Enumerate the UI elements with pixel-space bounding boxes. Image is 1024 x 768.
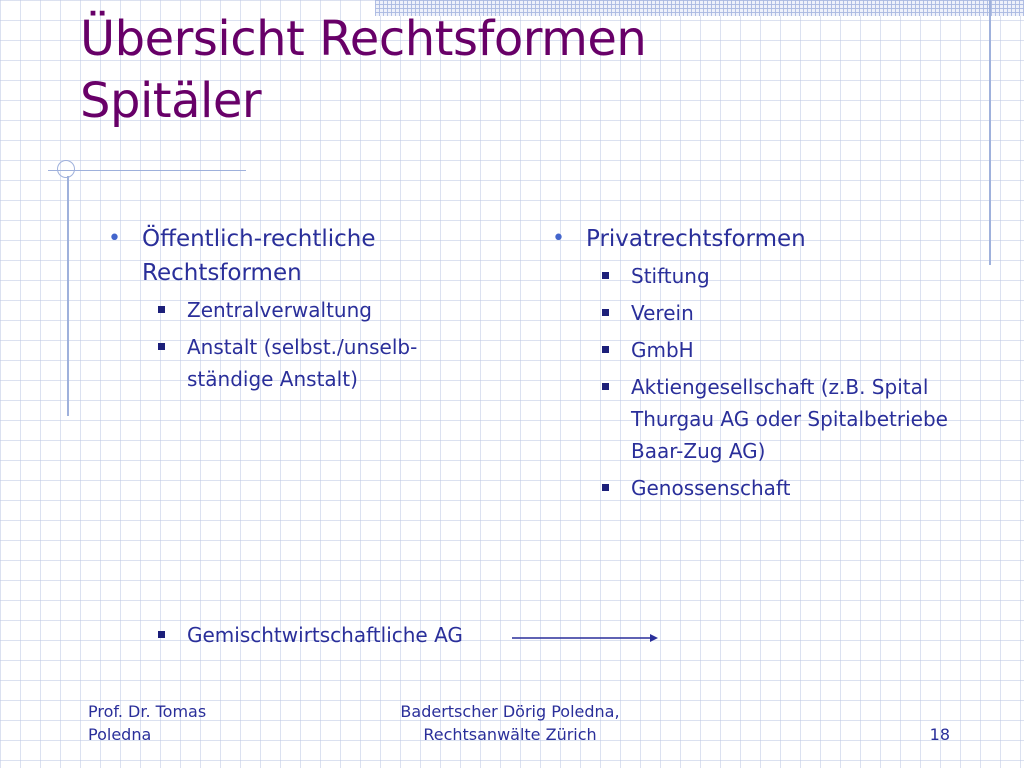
public-law-forms-item — [108, 222, 488, 395]
mixed-economy-ag-label: Gemischtwirtschaftliche AG — [187, 623, 463, 647]
list-item-label: Anstalt (selbst./unselb-ständige Anstalt) — [187, 335, 418, 391]
list-item-label: Zentralverwaltung — [187, 298, 372, 322]
square-bullet-icon — [158, 343, 165, 350]
right-column — [552, 222, 982, 509]
round-bullet-icon: • — [108, 226, 121, 251]
square-bullet-icon — [602, 309, 609, 316]
slide-title-line1: Übersicht Rechtsformen — [80, 11, 647, 67]
square-bullet-icon — [158, 631, 165, 638]
list-item-label: Verein — [631, 301, 694, 325]
left-decorative-line — [67, 176, 69, 416]
square-bullet-icon — [602, 484, 609, 491]
footer-author: Prof. Dr. Tomas Poledna — [88, 702, 207, 744]
list-item — [142, 294, 488, 326]
list-item-label: GmbH — [631, 338, 694, 362]
private-law-forms-item — [552, 222, 982, 504]
list-item — [586, 472, 982, 504]
public-law-forms-list — [142, 294, 488, 395]
list-item — [586, 334, 982, 366]
title-crosshair-circle — [57, 160, 75, 178]
square-bullet-icon — [602, 272, 609, 279]
left-column — [108, 222, 488, 400]
list-item — [586, 260, 982, 292]
footer-firm-line1: Badertscher Dörig Poledna, — [400, 702, 620, 721]
page-number: 18 — [929, 725, 950, 744]
list-item-label: Aktiengesellschaft (z.B. Spital Thurgau AG oder Spitalbetriebe Baar-Zug AG) — [631, 375, 948, 463]
list-item-label: Genossenschaft — [631, 476, 791, 500]
mixed-economy-ag-item — [142, 619, 463, 651]
public-law-forms-heading: Öffentlich-rechtliche Rechtsformen — [142, 226, 376, 286]
slide-title — [80, 8, 646, 132]
list-item — [586, 297, 982, 329]
list-item — [586, 371, 982, 467]
footer-firm — [360, 700, 660, 746]
square-bullet-icon — [158, 306, 165, 313]
right-decorative-line — [989, 0, 991, 265]
right-arrow-icon — [512, 630, 660, 646]
footer-firm-line2: Rechtsanwälte Zürich — [423, 725, 597, 744]
square-bullet-icon — [602, 346, 609, 353]
list-item-label: Stiftung — [631, 264, 710, 288]
list-item — [142, 331, 488, 395]
title-underline — [48, 170, 246, 171]
arrow-head — [650, 634, 658, 642]
private-law-forms-list — [586, 260, 982, 504]
private-law-forms-heading: Privatrechtsformen — [586, 226, 806, 252]
square-bullet-icon — [602, 383, 609, 390]
slide-title-line2: Spitäler — [80, 73, 262, 129]
round-bullet-icon: • — [552, 226, 565, 251]
